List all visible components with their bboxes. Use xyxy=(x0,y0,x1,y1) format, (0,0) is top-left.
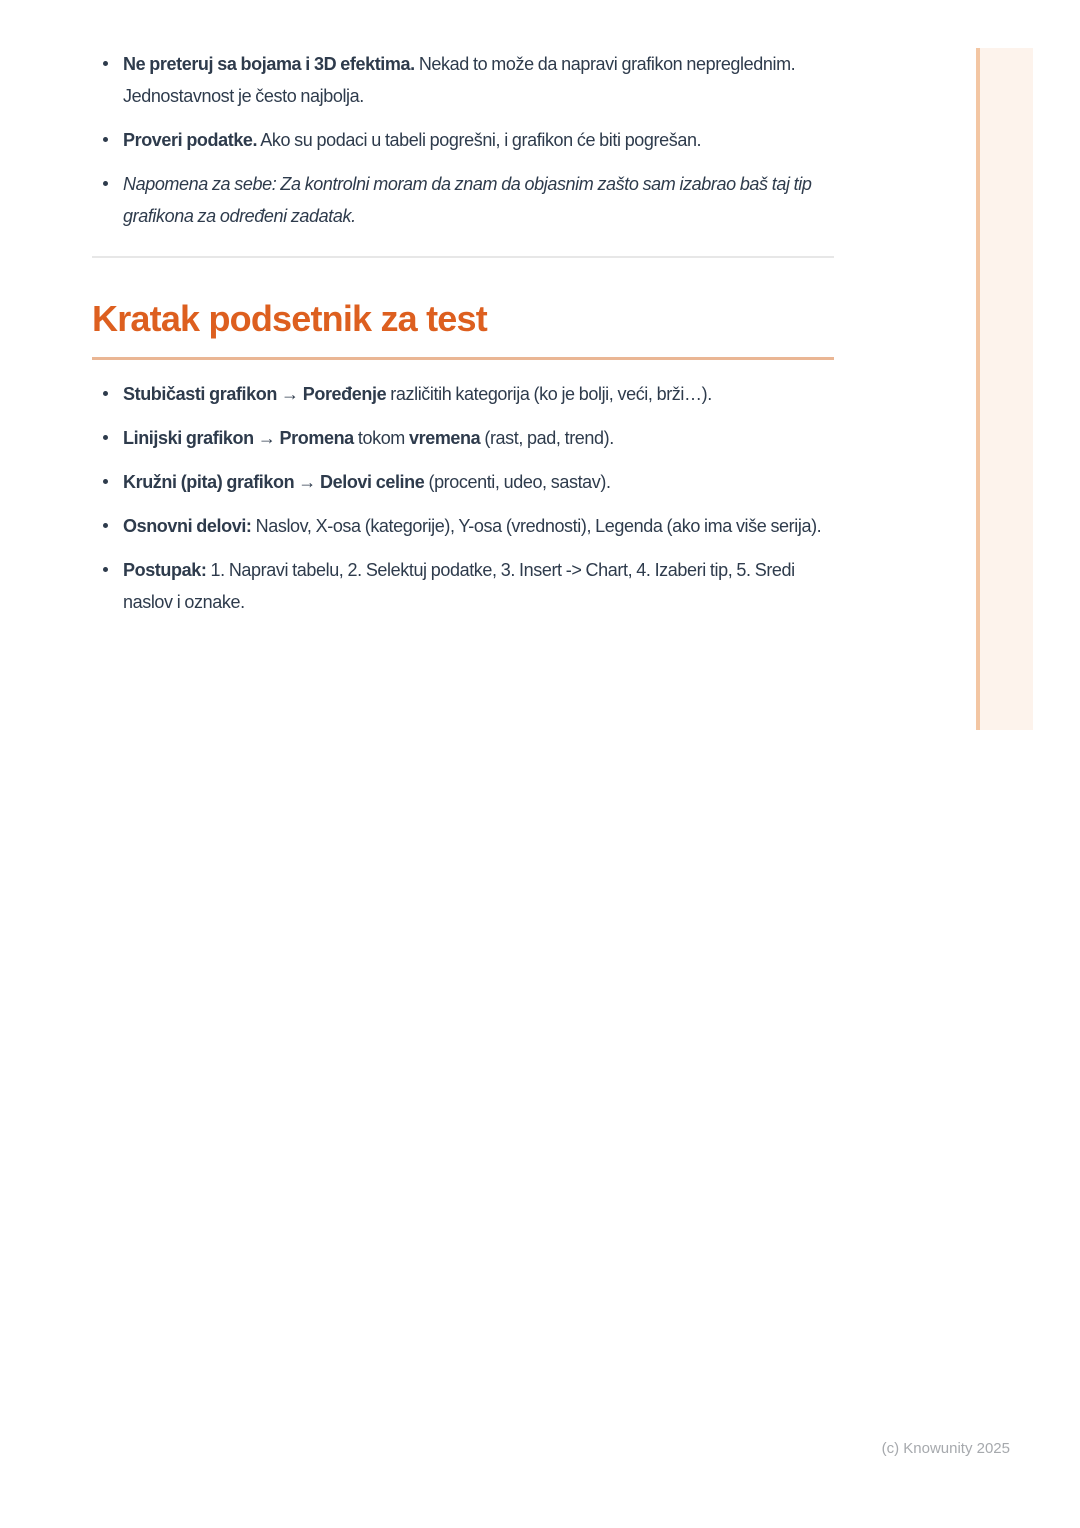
page-content xyxy=(92,48,834,630)
list-item xyxy=(123,378,834,410)
text-segment: Linijski grafikon xyxy=(123,428,254,448)
section-title: Kratak podsetnik za test xyxy=(92,296,834,360)
text-segment: različitih kategorija (ko je bolji, veći, brži…). xyxy=(386,384,712,404)
copyright-footer: (c) Knowunity 2025 xyxy=(881,1440,1010,1457)
text-segment: Ako su podaci u tabeli pogrešni, i grafikon će biti pogrešan. xyxy=(257,130,702,150)
text-segment: → xyxy=(294,472,321,492)
list-item xyxy=(123,168,834,232)
text-segment: Postupak: xyxy=(123,560,207,580)
list-item xyxy=(123,554,834,618)
text-segment: → xyxy=(276,384,303,404)
text-segment: → xyxy=(253,428,280,448)
text-segment: vremena xyxy=(409,428,481,448)
list-item xyxy=(123,466,834,498)
text-segment: Napomena za sebe: Za kontrolni moram da znam da objasnim zašto sam izabrao baš taj tip grafikona za određeni zadatak. xyxy=(123,174,812,226)
text-segment: Proveri podatke. xyxy=(123,130,258,150)
text-segment: Ne preteruj sa bojama i 3D efektima. xyxy=(123,54,415,74)
section-divider xyxy=(92,256,834,258)
text-segment: (procenti, udeo, sastav). xyxy=(424,472,611,492)
list-item xyxy=(123,422,834,454)
text-segment: Stubičasti grafikon xyxy=(123,384,277,404)
text-segment: Promena xyxy=(279,428,354,448)
text-segment: 1. Napravi tabelu, 2. Selektuj podatke, 3. Insert -> Chart, 4. Izaberi tip, 5. Sredi naslov i oznake. xyxy=(123,560,795,612)
text-segment: Nekad to može da napravi grafikon nepreglednim. Jednostavnost je često najbolja. xyxy=(123,54,796,106)
text-segment: Delovi celine xyxy=(320,472,425,492)
test-reminder-list xyxy=(92,378,834,618)
text-segment: Osnovni delovi: xyxy=(123,516,252,536)
text-segment: Naslov, X-osa (kategorije), Y-osa (vrednosti), Legenda (ako ima više serija). xyxy=(251,516,822,536)
list-item xyxy=(123,48,834,112)
list-item xyxy=(123,124,834,156)
list-item xyxy=(123,510,834,542)
chart-tips-list xyxy=(92,48,834,232)
text-segment: Poređenje xyxy=(302,384,387,404)
text-segment: Kružni (pita) grafikon xyxy=(123,472,295,492)
page-edge-stripe xyxy=(976,48,1033,730)
text-segment: tokom xyxy=(353,428,409,448)
text-segment: (rast, pad, trend). xyxy=(480,428,614,448)
